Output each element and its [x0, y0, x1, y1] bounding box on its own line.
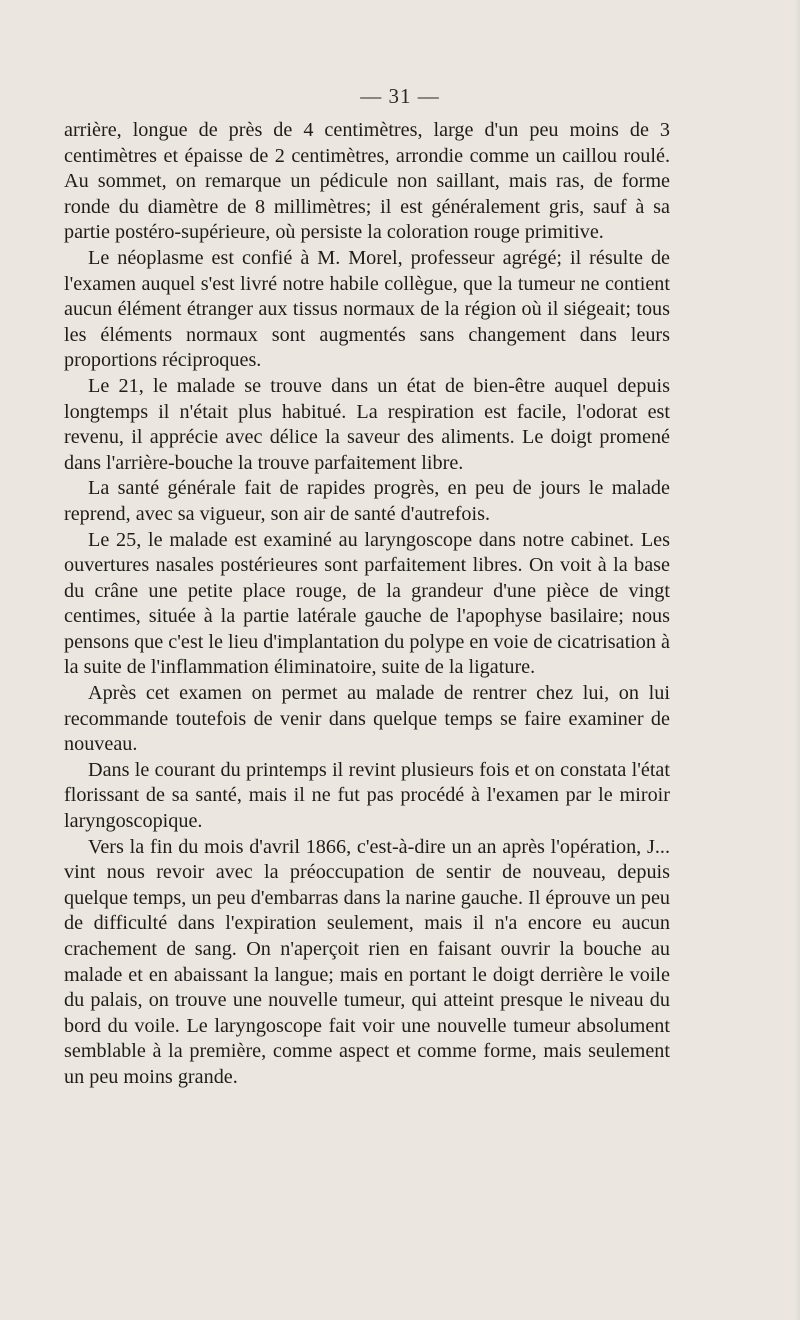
paragraph-6: Après cet examen on permet au malade de rentrer chez lui, on lui recommande toutefois de venir dans quelque temps se faire examiner de nouveau.	[64, 682, 670, 756]
paragraph-4: La santé générale fait de rapides progrès, en peu de jours le malade reprend, avec sa vigueur, son air de santé d'autrefois.	[64, 477, 670, 525]
page-edge-shadow	[794, 0, 800, 1320]
body-text	[64, 118, 670, 1091]
paragraph-3: Le 21, le malade se trouve dans un état de bien-être auquel depuis longtemps il n'était plus habitué. La respiration est facile, l'odorat est revenu, il apprécie avec délice la saveur des aliments. Le doigt promené dans l'arrière-bouche la trouve parfaitement libre.	[64, 374, 670, 474]
paragraph-1: arrière, longue de près de 4 centimètres, large d'un peu moins de 3 centimètres et épaisse de 2 centimètres, arrondie comme un caillou roulé. Au sommet, on remarque un pédicule non saillant, mais ras, de forme ronde du diamètre de 8 millimètres; il est généralement gris, sauf à sa partie postéro-supérieure, où persiste la coloration rouge primitive.	[64, 119, 670, 244]
paragraph-5: Le 25, le malade est examiné au laryngoscope dans notre cabinet. Les ouvertures nasales postérieures sont parfaitement libres. On voit à la base du crâne une petite place rouge, de la grandeur d'une pièce de vingt centimes, située à la partie latérale gauche de l'apophyse basilaire; nous pensons que c'est le lieu d'implantation du polype en voie de cicatrisation à la suite de l'inflammation éliminatoire, suite de la ligature.	[64, 528, 670, 679]
paragraph-7: Dans le courant du printemps il revint plusieurs fois et on constata l'état florissant de sa santé, mais il ne fut pas procédé à l'examen par le miroir laryngoscopique.	[64, 758, 670, 833]
paragraph-2: Le néoplasme est confié à M. Morel, professeur agrégé; il résulte de l'examen auquel s'est livré notre habile collègue, que la tumeur ne contient aucun élément étranger aux tissus normaux de la région où il siégeait; tous les éléments normaux sont augmentés sans changement dans leurs proportions réciproques.	[64, 246, 670, 372]
paragraph-8: Vers la fin du mois d'avril 1866, c'est-à-dire un an après l'opération, J... vint nous revoir avec la préoccupation de sentir de nouveau, depuis quelque temps, un peu d'embarras dans la narine gauche. Il éprouve un peu de difficulté dans l'expiration seulement, mais il n'a encore eu aucun crachement de sang. On n'aperçoit rien en faisant ouvrir la bouche au malade et en abaissant la langue; mais en portant le doigt derrière le voile du palais, on trouve une nouvelle tumeur, qui atteint presque le niveau du bord du voile. Le laryngoscope fait voir une nouvelle tumeur absolument semblable à la première, comme aspect et comme forme, mais seulement un peu moins grande.	[64, 835, 670, 1088]
page-number: — 31 —	[360, 84, 440, 108]
